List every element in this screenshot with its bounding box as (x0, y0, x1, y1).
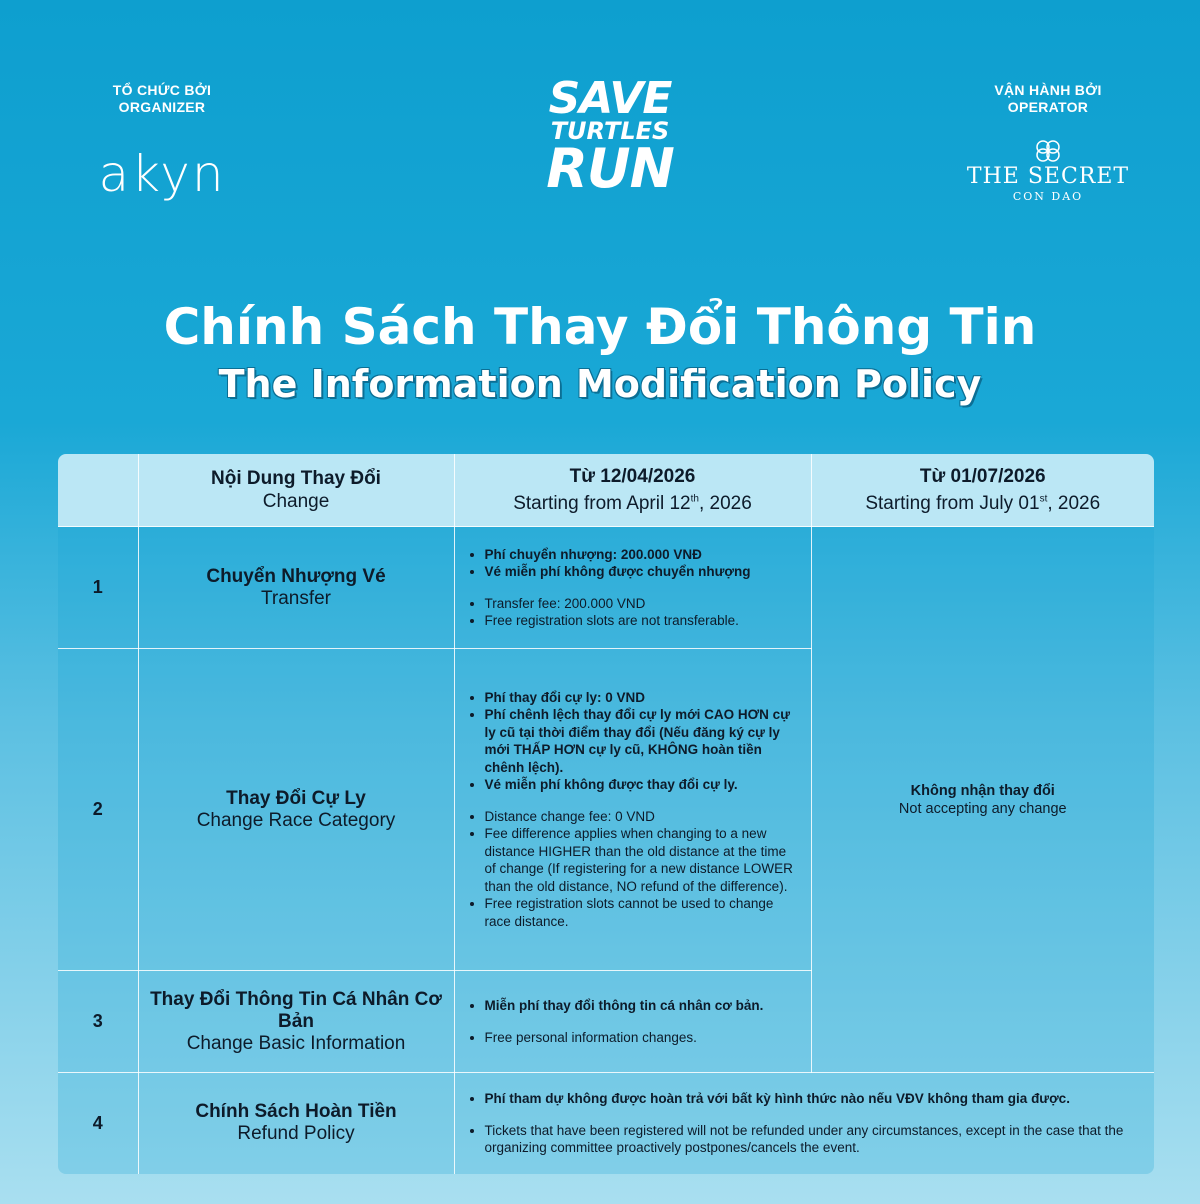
list-item: • Tickets that have been registered will not be refunded under any circumstances, except in the case that the organizing committee proactively postpones/cancels the event. (485, 1122, 1141, 1157)
header-change (138, 453, 454, 527)
list-item: • Vé miễn phí không được thay đổi cự ly. (485, 776, 797, 794)
row-detail (454, 971, 811, 1073)
list-item: • Fee difference applies when changing to a new distance HIGHER than the old distance at the time of change (If registering for a new distance LOWER than the old distance, NO refund of the difference). (485, 825, 797, 895)
list-item: • Miễn phí thay đổi thông tin cá nhân cơ bản. (485, 997, 797, 1015)
detail-list-en (469, 1122, 1141, 1157)
row-change-name-vi: Thay Đổi Thông Tin Cá Nhân Cơ Bản (150, 988, 442, 1032)
row-change-name (138, 971, 454, 1073)
list-item: • Free personal information changes. (485, 1029, 797, 1047)
header-change-en: Change (262, 491, 330, 512)
header-period1-vi: Từ 12/04/2026 (569, 465, 696, 487)
row-change-name-vi: Chính Sách Hoàn Tiền (195, 1101, 397, 1123)
table-header-row (57, 453, 1155, 527)
row-detail (454, 527, 811, 649)
operator-caption-en: OPERATOR (1007, 99, 1089, 115)
event-logo-line3: RUN (546, 136, 674, 200)
row-change-name (138, 1073, 454, 1175)
row-change-name-vi: Thay Đổi Cự Ly (226, 787, 366, 809)
list-item: • Phí chuyển nhượng: 200.000 VNĐ (485, 546, 797, 564)
header-period1-en: Starting from April 12th, 2026 (513, 493, 752, 515)
header-change-vi: Nội Dung Thay Đổi (211, 468, 381, 489)
organizer-caption-en: ORGANIZER (118, 99, 206, 115)
row-change-name-en: Transfer (260, 587, 332, 609)
event-logo-line2: TURTLES (550, 116, 670, 145)
operator-logo-name: THE SECRET (966, 164, 1130, 189)
row-detail (454, 1073, 1155, 1175)
page-title-en: The Information Modification Policy (218, 362, 982, 406)
row-change-name-en: Refund Policy (237, 1123, 355, 1145)
header-period1 (454, 453, 811, 527)
event-logo-line1: SAVE (548, 73, 672, 124)
organizer-logo: akyn (98, 145, 226, 203)
no-change-en: Not accepting any change (898, 800, 1067, 817)
row-change-name-vi: Chuyển Nhượng Vé (206, 565, 386, 587)
list-item: • Free registration slots are not transferable. (485, 612, 797, 630)
header-period2-en: Starting from July 01st, 2026 (865, 493, 1101, 515)
list-item: • Free registration slots cannot be used to change race distance. (485, 895, 797, 930)
row-change-name-en: Change Race Category (196, 809, 396, 831)
row-change-name (138, 649, 454, 971)
operator-caption-vi: VẬN HÀNH BỞI (994, 82, 1102, 98)
knot-icon (1033, 138, 1063, 164)
header-period2-vi: Từ 01/07/2026 (919, 465, 1046, 487)
list-item: • Phí thay đổi cự ly: 0 VND (485, 689, 797, 707)
list-item: • Phí chênh lệch thay đổi cự ly mới CAO HƠN cự ly cũ tại thời điểm thay đổi (Nếu đăng ký cự ly mới THẤP HƠN cự ly cũ, KHÔNG hoàn tiền chênh lệch). (485, 706, 797, 776)
detail-list-en (469, 1029, 797, 1047)
table-row (57, 1073, 1155, 1175)
row-number: 4 (57, 1073, 138, 1175)
row-change-name-en: Change Basic Information (186, 1032, 406, 1054)
row-number: 3 (57, 971, 138, 1073)
header-num-cell (57, 453, 138, 527)
detail-list-vi (469, 1090, 1141, 1108)
row-number: 2 (57, 649, 138, 971)
organizer-block (62, 82, 262, 204)
row-change-name (138, 527, 454, 649)
table-row (57, 527, 1155, 649)
operator-logo-sub: CON DAO (1012, 190, 1084, 203)
event-logo (520, 73, 700, 200)
policy-table (56, 452, 1156, 1176)
operator-block (948, 82, 1148, 204)
detail-list-vi (469, 689, 797, 794)
organizer-caption-vi: TỔ CHỨC BỞI (112, 82, 212, 98)
page-title-vi: Chính Sách Thay Đổi Thông Tin (163, 298, 1037, 356)
list-item: • Transfer fee: 200.000 VND (485, 595, 797, 613)
list-item: • Vé miễn phí không được chuyển nhượng (485, 563, 797, 581)
no-change-vi: Không nhận thay đổi (910, 782, 1055, 799)
list-item: • Distance change fee: 0 VND (485, 808, 797, 826)
list-item: • Phí tham dự không được hoàn trả với bất kỳ hình thức nào nếu VĐV không tham gia được. (485, 1090, 1141, 1108)
no-change-cell (811, 527, 1155, 1073)
header-period2 (811, 453, 1155, 527)
row-detail (454, 649, 811, 971)
detail-list-vi (469, 997, 797, 1015)
row-number: 1 (57, 527, 138, 649)
detail-list-vi (469, 546, 797, 581)
detail-list-en (469, 595, 797, 630)
detail-list-en (469, 808, 797, 931)
